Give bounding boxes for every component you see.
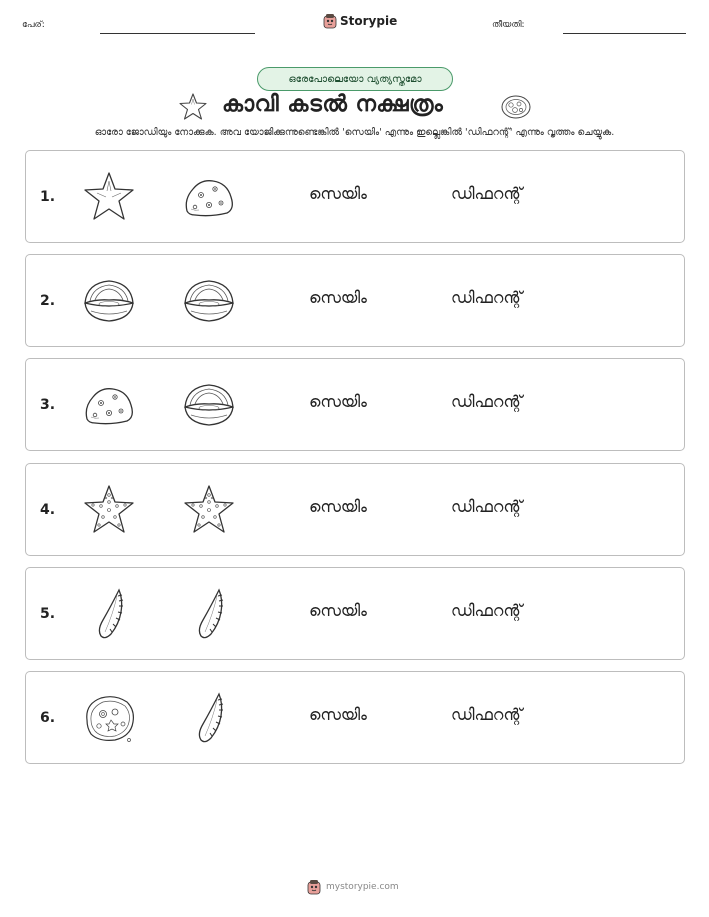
same-option[interactable]: സെയിം <box>309 184 367 203</box>
different-option[interactable]: ഡിഫറന്റ് <box>451 184 523 203</box>
sea-cucumber-icon <box>181 690 237 746</box>
different-option[interactable]: ഡിഫറന്റ് <box>451 392 523 411</box>
row-number: 4. <box>40 502 56 518</box>
pair-row-6 <box>25 671 685 764</box>
coral-icon <box>500 93 532 121</box>
row-number: 6. <box>40 710 56 726</box>
same-option[interactable]: സെയിം <box>309 288 367 307</box>
different-option[interactable]: ഡിഫറന്റ് <box>451 288 523 307</box>
date-label: തീയതി: <box>492 20 525 30</box>
coral-blob-icon <box>81 690 137 746</box>
page-title: കാവി കടൽ നക്ഷത്രം <box>222 92 444 117</box>
category-pill: ഒരേപോലെയോ വ്യത്യസ്തമോ <box>257 67 453 91</box>
row-number: 1. <box>40 189 56 205</box>
storypie-mascot-icon <box>323 13 337 29</box>
instructions-text: ഓരോ ജോഡിയും നോക്കുക. അവ യോജിക്കുന്നുണ്ടെങ്കിൽ 'സെയിം' എന്നും ഇല്ലെങ്കിൽ 'ഡിഫറന്റ്' എന്നും വൃത്തം ചെയ്യുക. <box>94 127 615 138</box>
clam-icon <box>181 273 237 329</box>
footer <box>307 879 399 895</box>
brand-logo <box>323 13 397 29</box>
date-line[interactable] <box>563 33 686 34</box>
sea-cucumber-icon <box>181 586 237 642</box>
name-line[interactable] <box>100 33 255 34</box>
same-option[interactable]: സെയിം <box>309 392 367 411</box>
row-number: 5. <box>40 606 56 622</box>
name-label: പേര്: <box>22 20 45 30</box>
plain-starfish-icon <box>81 169 137 225</box>
coral-rock-icon <box>81 377 137 433</box>
same-option[interactable]: സെയിം <box>309 601 367 620</box>
storypie-mascot-icon <box>307 879 321 895</box>
worksheet-header <box>0 0 709 50</box>
clam-icon <box>81 273 137 329</box>
clam-icon <box>181 377 237 433</box>
footer-site-link[interactable]: mystorypie.com <box>326 882 399 892</box>
sea-cucumber-icon <box>81 586 137 642</box>
same-option[interactable]: സെയിം <box>309 705 367 724</box>
pair-row-4 <box>25 463 685 556</box>
pair-row-3 <box>25 358 685 451</box>
coral-rock-icon <box>181 169 237 225</box>
row-number: 2. <box>40 293 56 309</box>
pair-row-5 <box>25 567 685 660</box>
spotted-starfish-icon <box>181 482 237 538</box>
pair-row-2 <box>25 254 685 347</box>
spotted-starfish-icon <box>81 482 137 538</box>
pair-row-1 <box>25 150 685 243</box>
brand-name: Storypie <box>340 14 398 28</box>
different-option[interactable]: ഡിഫറന്റ് <box>451 497 523 516</box>
starfish-icon <box>177 92 209 122</box>
same-option[interactable]: സെയിം <box>309 497 367 516</box>
different-option[interactable]: ഡിഫറന്റ് <box>451 705 523 724</box>
different-option[interactable]: ഡിഫറന്റ് <box>451 601 523 620</box>
row-number: 3. <box>40 397 56 413</box>
title-row <box>0 92 709 122</box>
